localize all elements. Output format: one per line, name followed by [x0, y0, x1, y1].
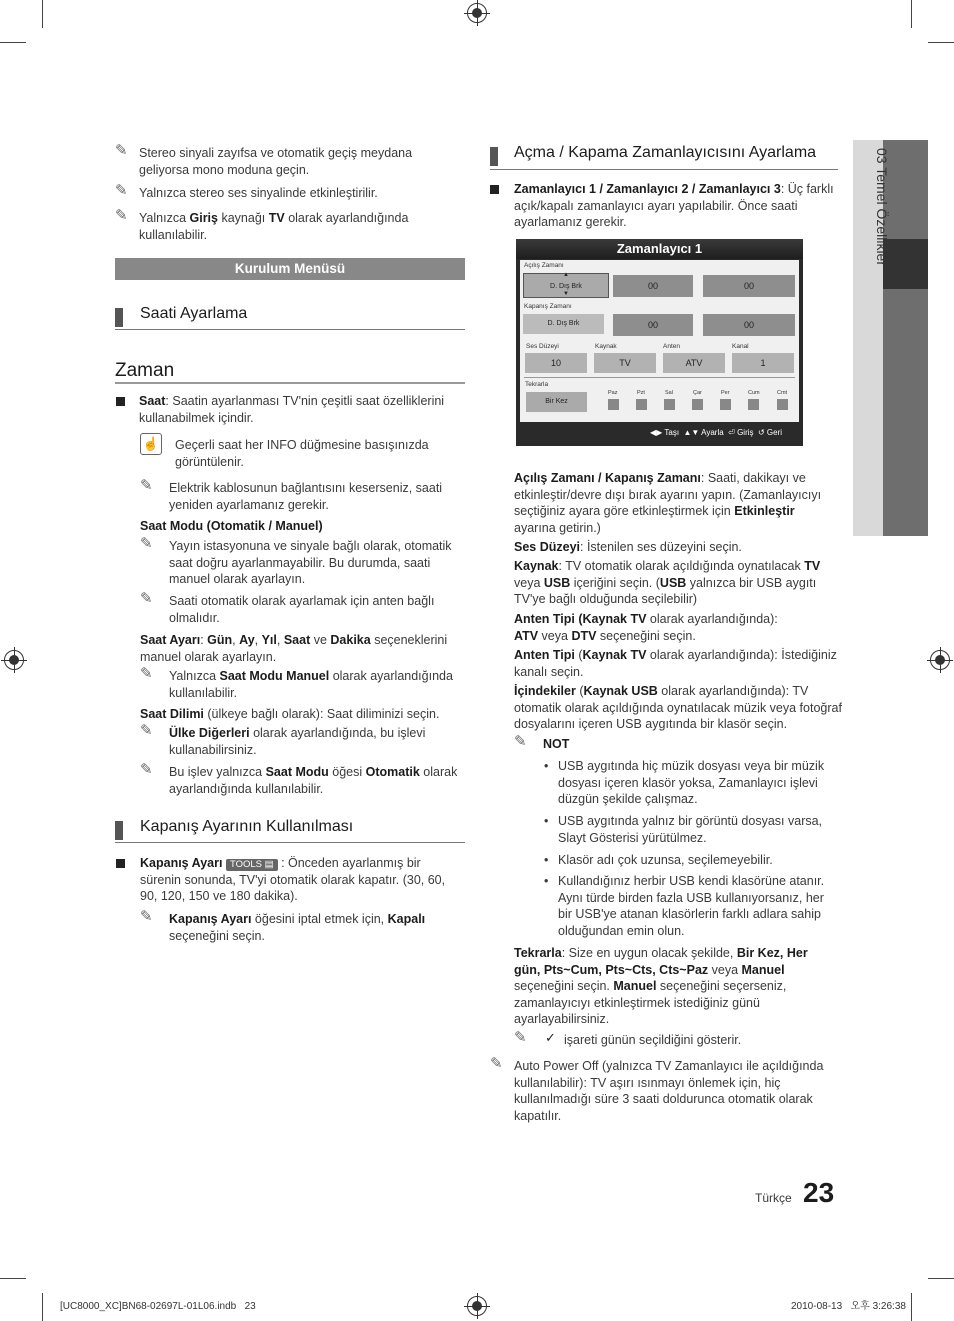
- kapanis-paragraph: Kapanış Ayarı TOOLS ▤ : Önceden ayarlanmış bir sürenin sonunda, TV'yi otomatik olarak kapatır. (30, 60, 90, 120, 150 ve 180 dakika).: [140, 856, 446, 903]
- enter-icon: ⏎: [728, 428, 735, 437]
- on-minute-field[interactable]: 00: [703, 275, 795, 297]
- note-icon: ✎: [140, 664, 153, 682]
- bullet-dot: •: [544, 853, 549, 867]
- section-rule: [115, 842, 465, 843]
- footer-language: Türkçe: [755, 1191, 792, 1205]
- day-checkbox[interactable]: [777, 399, 788, 410]
- day-checkbox[interactable]: [720, 399, 731, 410]
- note-text: Kapanış Ayarı öğesini iptal etmek için, Kapalı seçeneğini seçin.: [169, 912, 426, 943]
- off-time-select[interactable]: D. Dış Brk: [523, 314, 604, 334]
- not-item: USB aygıtında hiç müzik dosyası veya bir müzik dosyası içeren klasör yoksa, Zamanlayıcı işlevi düzgün şekilde çalışmaz.: [558, 759, 825, 806]
- note-icon: ✎: [140, 589, 153, 607]
- p-icindekiler: İçindekiler (Kaynak USB olarak ayarlandığında): TV otomatik olarak açıldığında oynatılacak müzik veya fotoğraf dosyalarını içeren USB aygıtında bir klasör seçin.: [514, 684, 842, 731]
- channel-field[interactable]: 1: [732, 353, 794, 373]
- osd-divider: [524, 377, 795, 378]
- crop-mark: [911, 1293, 912, 1321]
- crop-mark: [911, 0, 912, 28]
- on-hour-field[interactable]: 00: [613, 275, 693, 297]
- auto-power-note: Auto Power Off (yalnızca TV Zamanlayıcı ile açıldığında kullanılabilir): TV aşırı ısınmayı önlemek için, hiç kullanılmadığı süre 3 saati doldurunca otomatik olarak kapatılır.: [514, 1059, 824, 1123]
- menu-bar: [115, 258, 465, 280]
- day-label: Cum: [748, 390, 760, 396]
- day-label: Sal: [665, 390, 673, 396]
- osd-label: Ses Düzeyi: [526, 343, 559, 350]
- osd-label: Açılış Zamanı: [524, 262, 564, 269]
- day-label: Cmt: [777, 390, 788, 396]
- crop-mark: [0, 1278, 26, 1279]
- osd-nav-bar: ◀▶ Taşı ▲▼ Ayarla ⏎ Giriş ↺ Geri: [650, 428, 783, 437]
- note-icon: ✎: [514, 732, 527, 750]
- crop-mark: [928, 42, 954, 43]
- note-text: Yalnızca Saat Modu Manuel olarak ayarlandığında kullanılabilir.: [169, 669, 453, 700]
- p-tekrarla: Tekrarla: Size en uygun olacak şekilde, Bir Kez, Her gün, Pts~Cum, Pts~Cts, Cts~Paz veya Manuel seçeneğini seçin. Manuel seçeneğini seçerseniz, zamanlayıcıyı etkinleştirmek istediğiniz günü ayarlayabilirsiniz.: [514, 946, 808, 1026]
- menu-bar-label: Kurulum Menüsü: [234, 261, 346, 276]
- volume-field[interactable]: 10: [525, 353, 587, 373]
- footer-file: [UC8000_XC]BN68-02697L-01L06.indb 23: [60, 1301, 256, 1312]
- bullet-dot: •: [544, 759, 549, 773]
- day-checkbox[interactable]: [636, 399, 647, 410]
- note-icon: ✎: [140, 760, 153, 778]
- osd-panel: [520, 260, 799, 422]
- heading-rule: [115, 382, 465, 384]
- checkmark-icon: ✓: [545, 1031, 556, 1046]
- bullet-dot: •: [544, 814, 549, 828]
- day-checkbox[interactable]: [692, 399, 703, 410]
- move-arrows-icon: ◀▶: [650, 428, 663, 437]
- note-icon: ✎: [140, 534, 153, 552]
- note-text: Bu işlev yalnızca Saat Modu öğesi Otomatik olarak ayarlandığında kullanılabilir.: [169, 765, 458, 796]
- p-anten: Anten Tipi (Kaynak TV olarak ayarlandığında): ATV veya DTV seçeneğini seçin.: [514, 612, 778, 643]
- osd-label: Kapanış Zamanı: [524, 303, 572, 310]
- timer-bullet: Zamanlayıcı 1 / Zamanlayıcı 2 / Zamanlayıcı 3: Üç farklı açık/kapalı zamanlayıcı ayarı yapılabilir. Önce saati ayarlamanız gerekir.: [514, 182, 834, 229]
- note-text: Stereo sinyali zayıfsa ve otomatik geçiş meydana geliyorsa mono moduna geçin.: [139, 146, 413, 177]
- return-icon: ↺: [757, 428, 765, 437]
- note-text: Yayın istasyonuna ve sinyale bağlı olarak, otomatik saat doğru ayarlanmayabilir. Bu durumda, saati manuel olarak ayarlayın.: [169, 539, 452, 586]
- note-text: Saati otomatik olarak ayarlamak için anten bağlı olmalıdır.: [169, 594, 435, 625]
- crop-mark: [928, 1278, 954, 1279]
- saat-modu-heading: Saat Modu (Otomatik / Manuel): [140, 519, 323, 533]
- osd-title: Zamanlayıcı 1: [516, 239, 803, 259]
- bullet-dot: •: [544, 874, 549, 888]
- page-number: 23: [803, 1177, 835, 1208]
- p-kaynak: Kaynak: TV otomatik olarak açıldığında oynatılacak TV veya USB içeriğini seçin. (USB yalnızca bir USB aygıtı TV'ye bağlı olduğunda seçilebilir): [514, 559, 821, 606]
- note-icon: ✎: [115, 181, 128, 199]
- crop-mark: [42, 1293, 43, 1321]
- timer-osd-screen: [516, 239, 803, 446]
- off-minute-field[interactable]: 00: [703, 314, 795, 336]
- not-label: NOT: [543, 737, 570, 751]
- section-rule: [115, 329, 465, 330]
- arrow-up-icon: ▲: [563, 272, 569, 278]
- registration-mark-icon: [467, 3, 487, 23]
- bullet-square: [116, 859, 125, 868]
- section-title: Kapanış Ayarının Kullanılması: [140, 818, 354, 835]
- day-label: Pzt: [637, 390, 645, 396]
- day-label: Paz: [608, 390, 618, 396]
- remote-hand-icon: ☝: [140, 433, 162, 455]
- crop-mark: [42, 0, 43, 28]
- source-field[interactable]: TV: [594, 353, 656, 373]
- updown-arrows-icon: ▲▼: [683, 428, 700, 437]
- bullet-square: [490, 185, 499, 194]
- section-marker: [115, 308, 123, 327]
- osd-label: Anten: [663, 343, 680, 350]
- not-item: Klasör adı çok uzunsa, seçilemeyebilir.: [558, 853, 773, 867]
- saat-paragraph: Saat: Saatin ayarlanması TV'nin çeşitli saat özelliklerini kullanabilmek içindir.: [139, 394, 445, 425]
- note-text: Elektrik kablosunun bağlantısını keserseniz, saati yeniden ayarlamanız gerekir.: [169, 481, 443, 512]
- section-title: Açma / Kapama Zamanlayıcısını Ayarlama: [514, 144, 817, 161]
- tools-badge: TOOLS ▤: [226, 859, 278, 871]
- day-label: Çar: [693, 390, 702, 396]
- note-icon: ✎: [140, 907, 153, 925]
- registration-mark-icon: [467, 1296, 487, 1316]
- note-icon: ✎: [490, 1054, 503, 1072]
- note-text: Yalnızca stereo ses sinyalinde etkinleştirilir.: [139, 186, 378, 200]
- note-icon: ✎: [140, 476, 153, 494]
- section-title: Saati Ayarlama: [140, 305, 248, 322]
- p-ses: Ses Düzeyi: İstenilen ses düzeyini seçin.: [514, 540, 742, 554]
- section-marker: [490, 147, 498, 166]
- day-label: Per: [721, 390, 730, 396]
- registration-mark-icon: [930, 650, 950, 670]
- not-item: USB aygıtında yalnız bir görüntü dosyası varsa, Slayt Gösterisi yürütülmez.: [558, 814, 823, 845]
- crop-mark: [0, 42, 26, 43]
- info-note: Geçerli saat her INFO düğmesine basışınızda görüntülenir.: [175, 438, 429, 469]
- bullet-square: [116, 397, 125, 406]
- note-icon: ✎: [514, 1028, 527, 1046]
- note-text: Ülke Diğerleri olarak ayarlandığında, bu işlevi kullanabilirsiniz.: [169, 726, 426, 757]
- p-acilis: Açılış Zamanı / Kapanış Zamanı: Saati, dakikayı ve etkinleştir/devre dışı bırak ayarını yapın. (Zamanlayıcıyı seçtiğiniz ayara göre etkinleştirmek için Etkinleştir ayarına getirin.): [514, 471, 822, 535]
- saat-ayari-paragraph: Saat Ayarı: Gün, Ay, Yıl, Saat ve Dakika seçeneklerini manuel olarak ayarlayın.: [140, 633, 448, 664]
- section-rule: [490, 169, 838, 170]
- heading-zaman: Zaman: [115, 360, 175, 381]
- not-item: Kullandığınız herbir USB kendi klasörüne atanır. Aynı türde birden fazla USB kullanıyorsanız, her bir USB'ye atanan klasörlerin farklı adlara sahip olduğundan emin olun.: [558, 874, 825, 938]
- on-time-select[interactable]: D. Dış Brk ▲ ▼: [523, 273, 609, 298]
- section-marker: [115, 821, 123, 840]
- osd-label: Tekrarla: [525, 381, 549, 388]
- footer-date: 2010-08-13 오후 3:26:38: [791, 1301, 906, 1312]
- osd-label: Kanal: [732, 343, 749, 350]
- day-checkbox[interactable]: [608, 399, 619, 410]
- note-text: Yalnızca Giriş kaynağı TV olarak ayarlandığında kullanılabilir.: [139, 211, 409, 242]
- saat-dilimi-paragraph: Saat Dilimi (ülkeye bağlı olarak): Saat diliminizi seçin.: [140, 707, 440, 721]
- check-note: işareti günün seçildiğini gösterir.: [564, 1033, 742, 1047]
- off-hour-field[interactable]: 00: [613, 314, 693, 336]
- registration-mark-icon: [4, 650, 24, 670]
- antenna-field[interactable]: ATV: [663, 353, 725, 373]
- day-checkbox[interactable]: [664, 399, 675, 410]
- osd-label: Kaynak: [595, 343, 617, 350]
- arrow-down-icon: ▼: [563, 291, 569, 297]
- p-anten-kanal: Anten Tipi (Kaynak TV olarak ayarlandığında): İstediğiniz kanalı seçin.: [514, 648, 837, 679]
- note-icon: ✎: [115, 206, 128, 224]
- note-icon: ✎: [115, 141, 128, 159]
- note-icon: ✎: [140, 721, 153, 739]
- chapter-title: 03 Temel Özellikler: [874, 148, 890, 267]
- day-checkbox[interactable]: [748, 399, 759, 410]
- repeat-field[interactable]: Bir Kez: [526, 392, 587, 412]
